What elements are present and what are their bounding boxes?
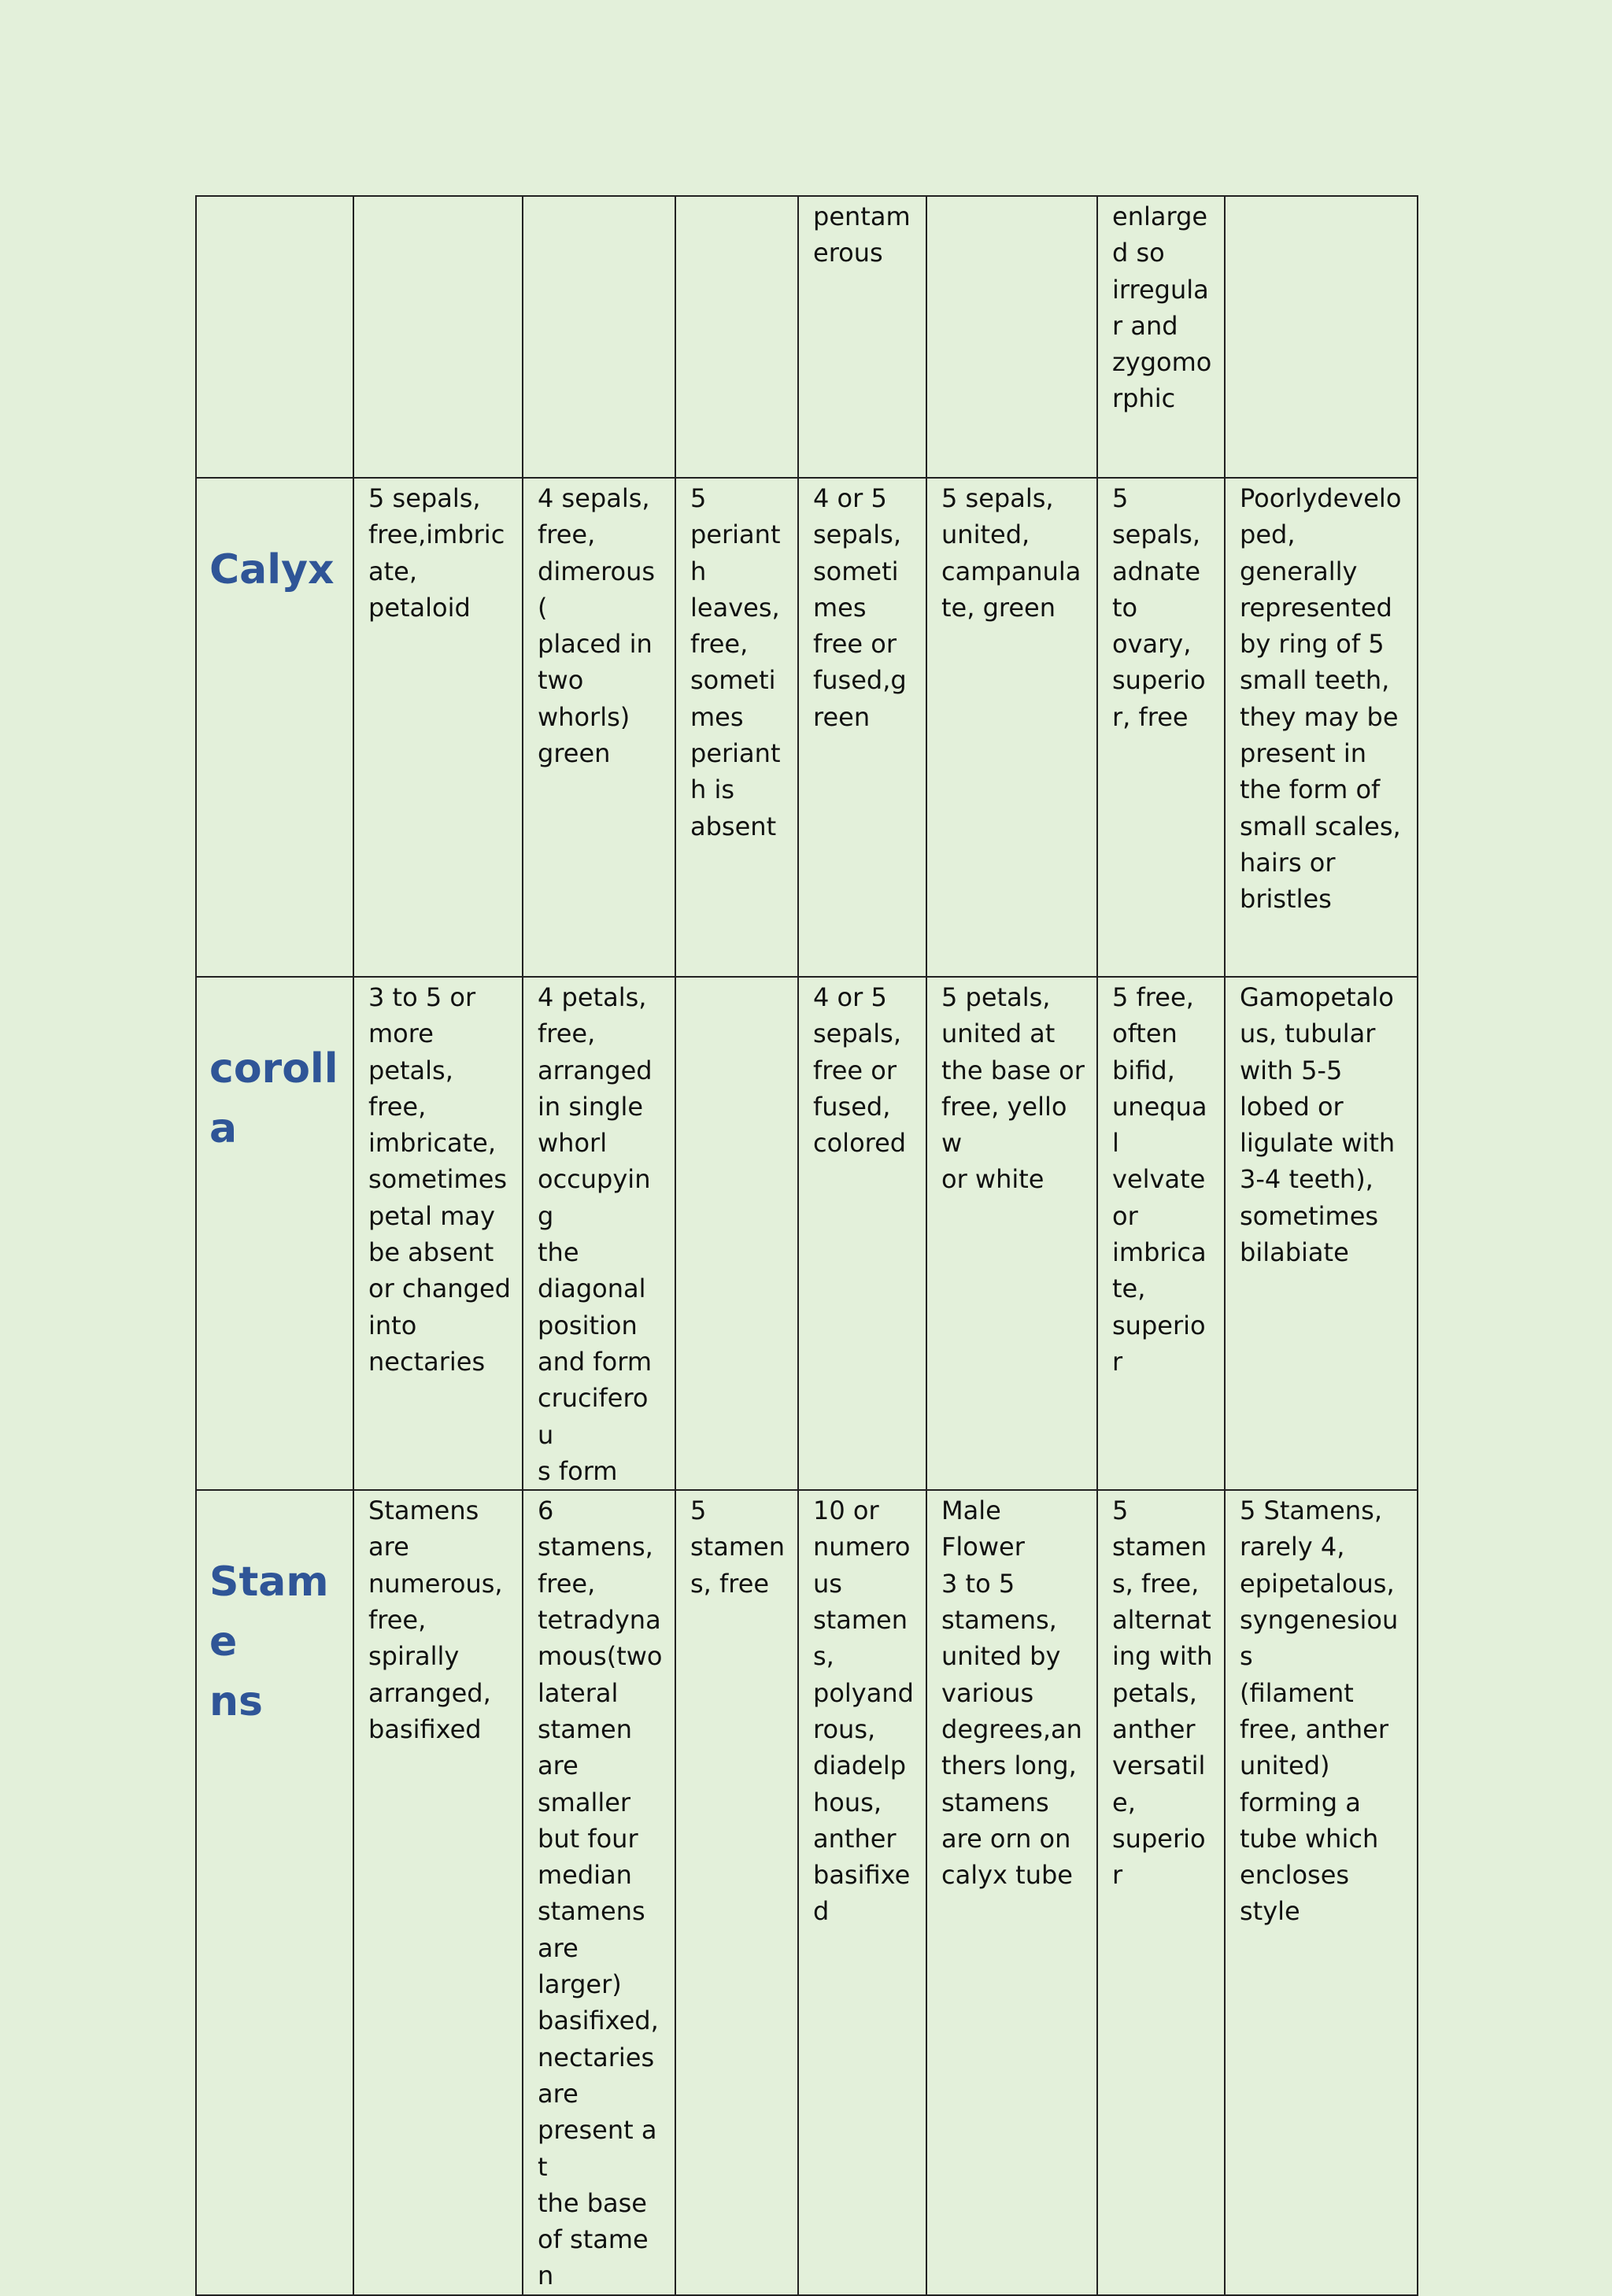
table-cell	[675, 196, 798, 478]
table-cell: 5 stamen s, free, alternat ing with petals, anther versatil e, superio r	[1097, 1490, 1225, 2295]
table-row-corolla	[196, 977, 1418, 1490]
table-cell: pentam erous	[798, 196, 926, 478]
table-cell: 6 stamens, free, tetradyna mous(two lateral stamen are smaller but four median stamens are larger) basifixed, nectaries are present at the base of stamen	[523, 1490, 675, 2295]
table-row-calyx	[196, 478, 1418, 977]
table-cell	[523, 196, 675, 478]
row-label	[196, 196, 353, 478]
table-cell	[353, 196, 523, 478]
table-cell: 4 sepals, free, dimerous( placed in two whorls) green	[523, 478, 675, 977]
table-cell: Poorlydevelo ped, generally represented by ring of 5 small teeth, they may be present in the form of small scales, hairs or bristles	[1225, 478, 1418, 977]
table-cell: 5 sepals, free,imbric ate, petaloid	[353, 478, 523, 977]
table-row-stamens	[196, 1490, 1418, 2295]
table-cell: Male Flower 3 to 5 stamens, united by various degrees,an thers long, stamens are orn on calyx tube	[926, 1490, 1097, 2295]
comparison-table	[195, 195, 1418, 2296]
table-cell: 5 Stamens, rarely 4, epipetalous, syngenesious (filament free, anther united) forming a tube which encloses style	[1225, 1490, 1418, 2295]
table-cell: 10 or numero us stamen s, polyand rous, diadelp hous, anther basifixe d	[798, 1490, 926, 2295]
table-cell: Gamopetalo us, tubular with 5-5 lobed or ligulate with 3-4 teeth), sometimes bilabiate	[1225, 977, 1418, 1490]
table-cell	[1225, 196, 1418, 478]
row-label-corolla: coroll a	[196, 977, 353, 1490]
table-cell: 5 free, often bifid, unequa l velvate or imbrica te, superio r	[1097, 977, 1225, 1490]
table-cell: 4 or 5 sepals, free or fused, colored	[798, 977, 926, 1490]
table-cell: Stamens are numerous, free, spirally arranged, basifixed	[353, 1490, 523, 2295]
table-cell: 4 or 5 sepals, someti mes free or fused,g reen	[798, 478, 926, 977]
table-cell: 5 periant h leaves, free, someti mes periant h is absent	[675, 478, 798, 977]
table-row	[196, 196, 1418, 478]
row-label-calyx: Calyx	[196, 478, 353, 977]
table-cell	[675, 977, 798, 1490]
table-cell: 5 stamen s, free	[675, 1490, 798, 2295]
table-cell: 5 petals, united at the base or free, yellow or white	[926, 977, 1097, 1490]
row-label-stamens: Stame ns	[196, 1490, 353, 2295]
table-cell: 5 sepals, adnate to ovary, superio r, free	[1097, 478, 1225, 977]
table-cell	[926, 196, 1097, 478]
table-cell: 4 petals, free, arranged in single whorl occupying the diagonal position and form cruciferou s form	[523, 977, 675, 1490]
table-cell: 3 to 5 or more petals, free, imbricate, sometimes petal may be absent or changed into nectaries	[353, 977, 523, 1490]
table-cell: enlarge d so irregula r and zygomo rphic	[1097, 196, 1225, 478]
table-cell: 5 sepals, united, campanula te, green	[926, 478, 1097, 977]
